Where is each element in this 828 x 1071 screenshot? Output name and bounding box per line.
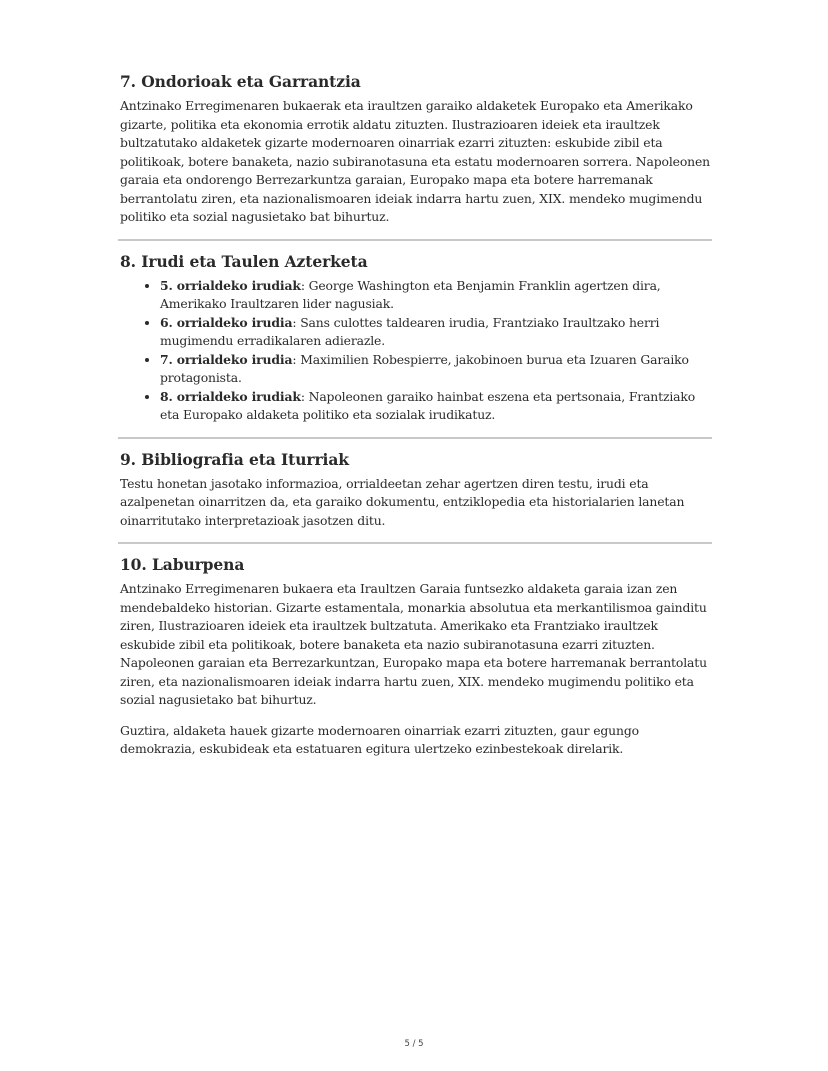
section-10-paragraph-2: Guztira, aldaketa hauek gizarte modernoaren oinarriak ezarri zituzten, gaur egungo demokrazia, eskubideak eta estatuaren egitura ulertzeko ezinbestekoak direlarik. [120, 722, 639, 756]
list-item-text: : Napoleonen garaiko hainbat eszena eta pertsonaia, Frantziako eta Europako aldaketa politiko eta sozialak irudikatuz. [160, 388, 696, 422]
section-9 [120, 450, 710, 531]
list-item [160, 388, 710, 425]
section-7-heading: 7. Ondorioak eta Garrantzia [120, 72, 361, 91]
section-7-paragraph: Antzinako Erregimenaren bukaerak eta iraultzen garaiko aldaketek Europako eta Amerikako gizarte, politika eta ekonomia errotik aldatu zituzten. Ilustrazioaren ideiek eta iraultzek bultzatutako aldaketek gizarte modernoaren oinarriak ezarri zituzten: eskubide zibil eta politikoak, botere banaketa, nazio subiranotasuna eta estatu modernoaren sorrera. Napoleonen garaia eta ondorengo Berrezarkuntza garaian, Europako mapa eta botere harremanak berrantolatu ziren, eta nazionalismoaren ideiak indarra hartu zuen, XIX. mendeko mugimendu politiko eta sozial nagusietako bat bihurtuz. [120, 98, 710, 224]
list-item [160, 314, 710, 351]
section-10 [120, 555, 710, 759]
list-item [160, 277, 710, 314]
page-number: 5 / 5 [404, 1039, 424, 1049]
list-item-label: 7. orrialdeko irudia [160, 351, 293, 367]
list-item-label: 6. orrialdeko irudia [160, 314, 293, 330]
section-9-paragraph: Testu honetan jasotako informazioa, orrialdeetan zehar agertzen diren testu, irudi eta azalpenetan oinarritzen da, eta garaiko dokumentu, entziklopedia eta historialarien lanetan oinarritutako interpretazioak jasotzen ditu. [120, 475, 685, 528]
section-divider [118, 239, 712, 241]
list-item-label: 5. orrialdeko irudiak [160, 277, 301, 293]
list-item-text: : George Washington eta Benjamin Franklin agertzen dira, Amerikako Iraultzaren lider nagusiak. [160, 277, 661, 311]
list-item-text: : Sans culottes taldearen irudia, Frantziako Iraultzako herri mugimendu erradikalaren adierazle. [160, 314, 660, 348]
list-item-label: 8. orrialdeko irudiak [160, 388, 301, 404]
section-10-heading: 10. Laburpena [120, 555, 245, 574]
section-7 [120, 72, 710, 227]
list-item [160, 351, 710, 388]
section-10-paragraph-1: Antzinako Erregimenaren bukaera eta Iraultzen Garaia funtsezko aldaketa garaia izan zen mendebaldeko historian. Gizarte estamentala, monarkia absolutua eta merkantilismoa gainditu ziren, Ilustrazioaren ideiek eta iraultzek bultzatuta. Amerikako eta Frantziako iraultzek eskubide zibil eta politikoak, botere banaketa eta nazio subiranotasuna ezarri zituzten. Napoleonen garaian eta Berrezarkuntzan, Europako mapa eta botere harremanak berrantolatu ziren, eta nazionalismoaren ideiak indarra hartu zuen, XIX. mendeko mugimendu politiko eta sozial nagusietako bat bihurtuz. [120, 581, 707, 707]
section-8 [120, 252, 710, 425]
figure-list [120, 277, 710, 425]
section-9-heading: 9. Bibliografia eta Iturriak [120, 449, 349, 469]
section-divider [118, 542, 712, 544]
list-item-text: : Maximilien Robespierre, jakobinoen burua eta Izuaren Garaiko protagonista. [160, 351, 689, 385]
section-divider [118, 437, 712, 439]
document-page [120, 72, 710, 759]
section-8-heading: 8. Irudi eta Taulen Azterketa [120, 251, 368, 271]
